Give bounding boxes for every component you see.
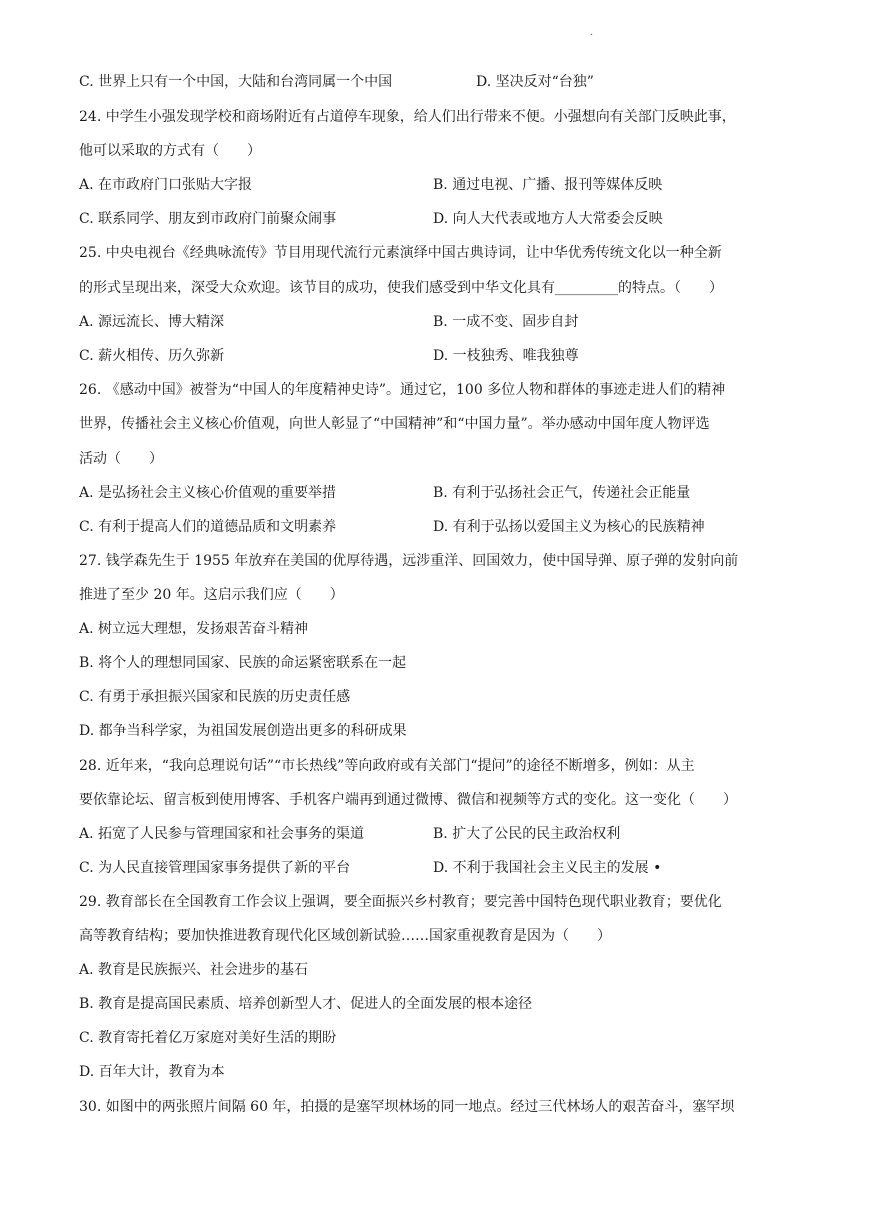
q29-option-a: A. 教育是民族振兴、社会进步的基石 bbox=[79, 962, 309, 978]
q30-stem-line1: 30. 如图中的两张照片间隔 60 年，拍摄的是塞罕坝林场的同一地点。经过三代林场人的艰苦奋斗，塞罕坝 bbox=[79, 1099, 735, 1115]
q23-option-d: D. 坚决反对“台独” bbox=[476, 74, 594, 90]
q26-option-b: B. 有利于弘扬社会正气，传递社会正能量 bbox=[433, 485, 691, 501]
q24-option-b: B. 通过电视、广播、报刊等媒体反映 bbox=[433, 177, 663, 193]
q24-option-a: A. 在市政府门口张贴大字报 bbox=[79, 177, 253, 193]
q26-stem-line2: 世界，传播社会主义核心价值观，向世人彰显了“中国精神”和“中国力量”。举办感动中国年度人物评选 bbox=[79, 416, 710, 432]
q27-stem-line1: 27. 钱学森先生于 1955 年放弃在美国的优厚待遇，远涉重洋、回国效力，使中国导弹、原子弹的发射向前 bbox=[79, 553, 739, 569]
q26-stem-line3: 活动（ ） bbox=[79, 451, 163, 467]
q27-option-a: A. 树立远大理想，发扬艰苦奋斗精神 bbox=[79, 621, 309, 637]
q28-stem-line1: 28. 近年来，“我向总理说句话”“市长热线”等向政府或有关部门“提问”的途径不断增多，例如：从主 bbox=[79, 758, 695, 774]
q26-option-a: A. 是弘扬社会主义核心价值观的重要举措 bbox=[79, 485, 337, 501]
q28-option-d-text: D. 不利于我国社会主义民主的发展 bbox=[433, 860, 649, 876]
q27-option-d: D. 都争当科学家，为祖国发展创造出更多的科研成果 bbox=[79, 723, 407, 739]
q29-option-d: D. 百年大计，教育为本 bbox=[79, 1064, 225, 1080]
q29-option-c: C. 教育寄托着亿万家庭对美好生活的期盼 bbox=[79, 1030, 337, 1046]
q25-stem-line2: 的形式呈现出来，深受大众欢迎。该节目的成功，使我们感受到中华文化具有_________的特点。（ ） bbox=[79, 280, 723, 296]
q26-option-c: C. 有利于提高人们的道德品质和文明素养 bbox=[79, 519, 337, 535]
q28-option-d-mark: • bbox=[653, 860, 662, 876]
q29-stem-line1: 29. 教育部长在全国教育工作会议上强调，要全面振兴乡村教育；要完善中国特色现代职业教育；要优化 bbox=[79, 894, 722, 910]
q26-stem-line1: 26. 《感动中国》被誉为“中国人的年度精神史诗”。通过它，100 多位人物和群体的事迹走进人们的精神 bbox=[79, 382, 726, 398]
q28-option-d bbox=[433, 858, 661, 878]
q25-option-b: B. 一成不变、固步自封 bbox=[433, 314, 579, 330]
q25-option-a: A. 源远流长、博大精深 bbox=[79, 314, 225, 330]
q28-stem-line2: 要依靠论坛、留言板到使用博客、手机客户端再到通过微博、微信和视频等方式的变化。这一变化（ ） bbox=[79, 792, 737, 808]
q25-option-d: D. 一枝独秀、唯我独尊 bbox=[433, 348, 579, 364]
q29-stem-line2: 高等教育结构；要加快推进教育现代化区域创新试验……国家重视教育是因为（ ） bbox=[79, 928, 611, 944]
q27-option-c: C. 有勇于承担振兴国家和民族的历史责任感 bbox=[79, 689, 351, 705]
header-mark: · bbox=[590, 30, 594, 41]
q24-option-d: D. 向人大代表或地方人大常委会反映 bbox=[433, 211, 663, 227]
q24-stem-line2: 他可以采取的方式有（ ） bbox=[79, 143, 261, 159]
q26-option-d: D. 有利于弘扬以爱国主义为核心的民族精神 bbox=[433, 519, 705, 535]
q28-option-b: B. 扩大了公民的民主政治权利 bbox=[433, 826, 621, 842]
q24-stem-line1: 24. 中学生小强发现学校和商场附近有占道停车现象，给人们出行带来不便。小强想向有关部门反映此事， bbox=[79, 109, 736, 125]
q25-stem-line1: 25. 中央电视台《经典咏流传》节目用现代流行元素演绎中国古典诗词，让中华优秀传统文化以一种全新 bbox=[79, 245, 722, 261]
q27-option-b: B. 将个人的理想同国家、民族的命运紧密联系在一起 bbox=[79, 655, 407, 671]
q23-option-c: C. 世界上只有一个中国，大陆和台湾同属一个中国 bbox=[79, 74, 393, 90]
q28-option-c: C. 为人民直接管理国家事务提供了新的平台 bbox=[79, 860, 351, 876]
q24-option-c: C. 联系同学、朋友到市政府门前聚众闹事 bbox=[79, 211, 337, 227]
q25-option-c: C. 薪火相传、历久弥新 bbox=[79, 348, 225, 364]
q29-option-b: B. 教育是提高国民素质、培养创新型人才、促进人的全面发展的根本途径 bbox=[79, 996, 533, 1012]
q28-option-a: A. 拓宽了人民参与管理国家和社会事务的渠道 bbox=[79, 826, 365, 842]
q27-stem-line2: 推进了至少 20 年。这启示我们应（ ） bbox=[79, 587, 344, 603]
